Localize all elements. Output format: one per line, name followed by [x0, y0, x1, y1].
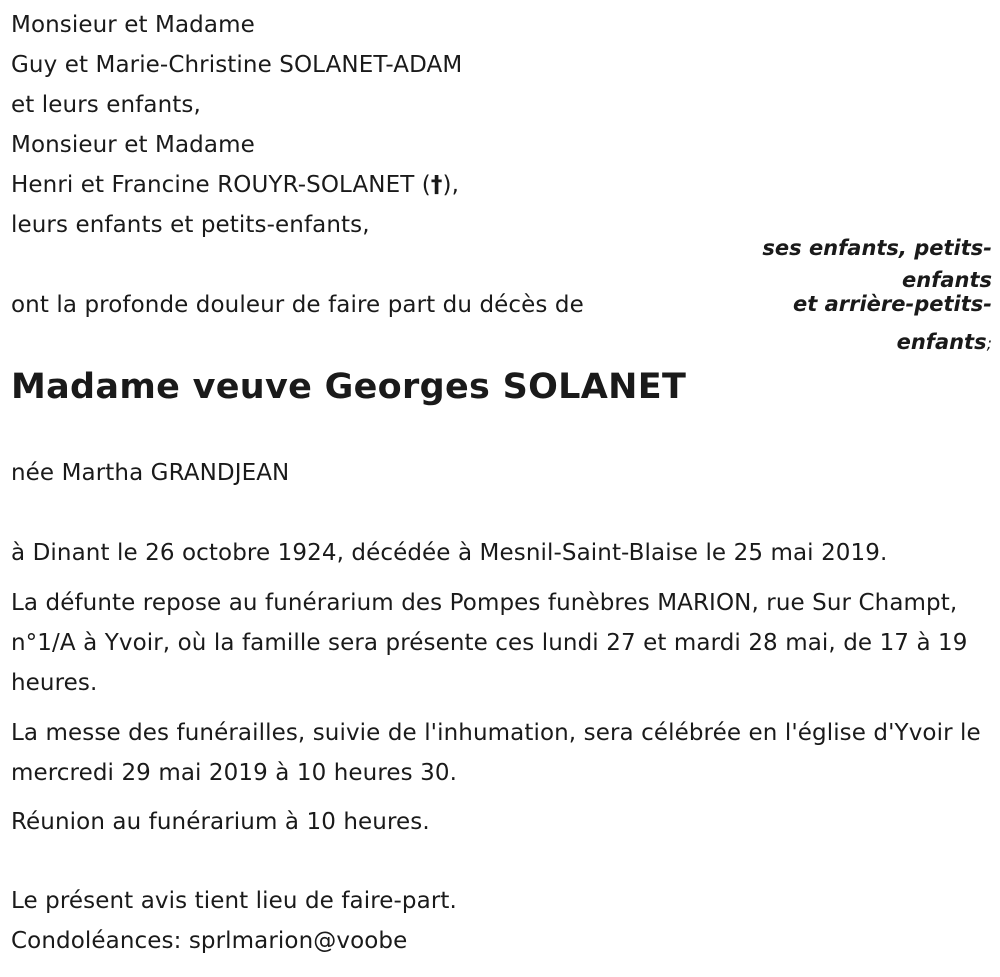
announcement-text: ont la profonde douleur de faire part du décès de: [11, 292, 584, 318]
family-line-3: et leurs enfants,: [11, 92, 201, 118]
notice-text: Le présent avis tient lieu de faire-part.: [11, 888, 457, 914]
side-note-part-3: et arrière-petits-: [793, 292, 992, 316]
family-line-6: leurs enfants et petits-enfants,: [11, 212, 370, 238]
side-note-part-4: [722, 326, 992, 360]
birth-death-details: à Dinant le 26 octobre 1924, décédée à Mesnil-Saint-Blaise le 25 mai 2019.: [11, 540, 888, 566]
side-note-semicolon: ;: [986, 334, 992, 353]
mass-details: La messe des funérailles, suivie de l'inhumation, sera célébrée en l'église d'Yvoir le mercredi 29 mai 2019 à 10 heures 30.: [11, 720, 981, 786]
family-line-2: Guy et Marie-Christine SOLANET-ADAM: [11, 52, 463, 78]
deceased-name: Madame veuve Georges SOLANET: [11, 367, 687, 407]
side-note-part-4-text: enfants: [896, 330, 987, 354]
meeting-details: Réunion au funérarium à 10 heures.: [11, 809, 430, 835]
family-line-5-text: Henri et Francine ROUYR-SOLANET (: [11, 172, 431, 198]
side-note-part-1: ses enfants, petits-: [762, 236, 992, 260]
side-note-part-2: enfants: [902, 268, 992, 292]
family-line-4: Monsieur et Madame: [11, 132, 255, 158]
family-line-5: [11, 165, 459, 205]
condolences-text: Condoléances: sprlmarion@voobe: [11, 928, 408, 954]
family-line-1: Monsieur et Madame: [11, 12, 255, 38]
family-line-5-end: ),: [442, 172, 459, 198]
side-note-descendants: [722, 232, 992, 360]
viewing-details: La défunte repose au funérarium des Pompes funèbres MARION, rue Sur Champt, n°1/A à Yvoir, où la famille sera présente ces lundi 27 et mardi 28 mai, de 17 à 19 heures.: [11, 590, 968, 696]
birth-name: née Martha GRANDJEAN: [11, 460, 290, 486]
cross-icon: †: [430, 172, 443, 198]
